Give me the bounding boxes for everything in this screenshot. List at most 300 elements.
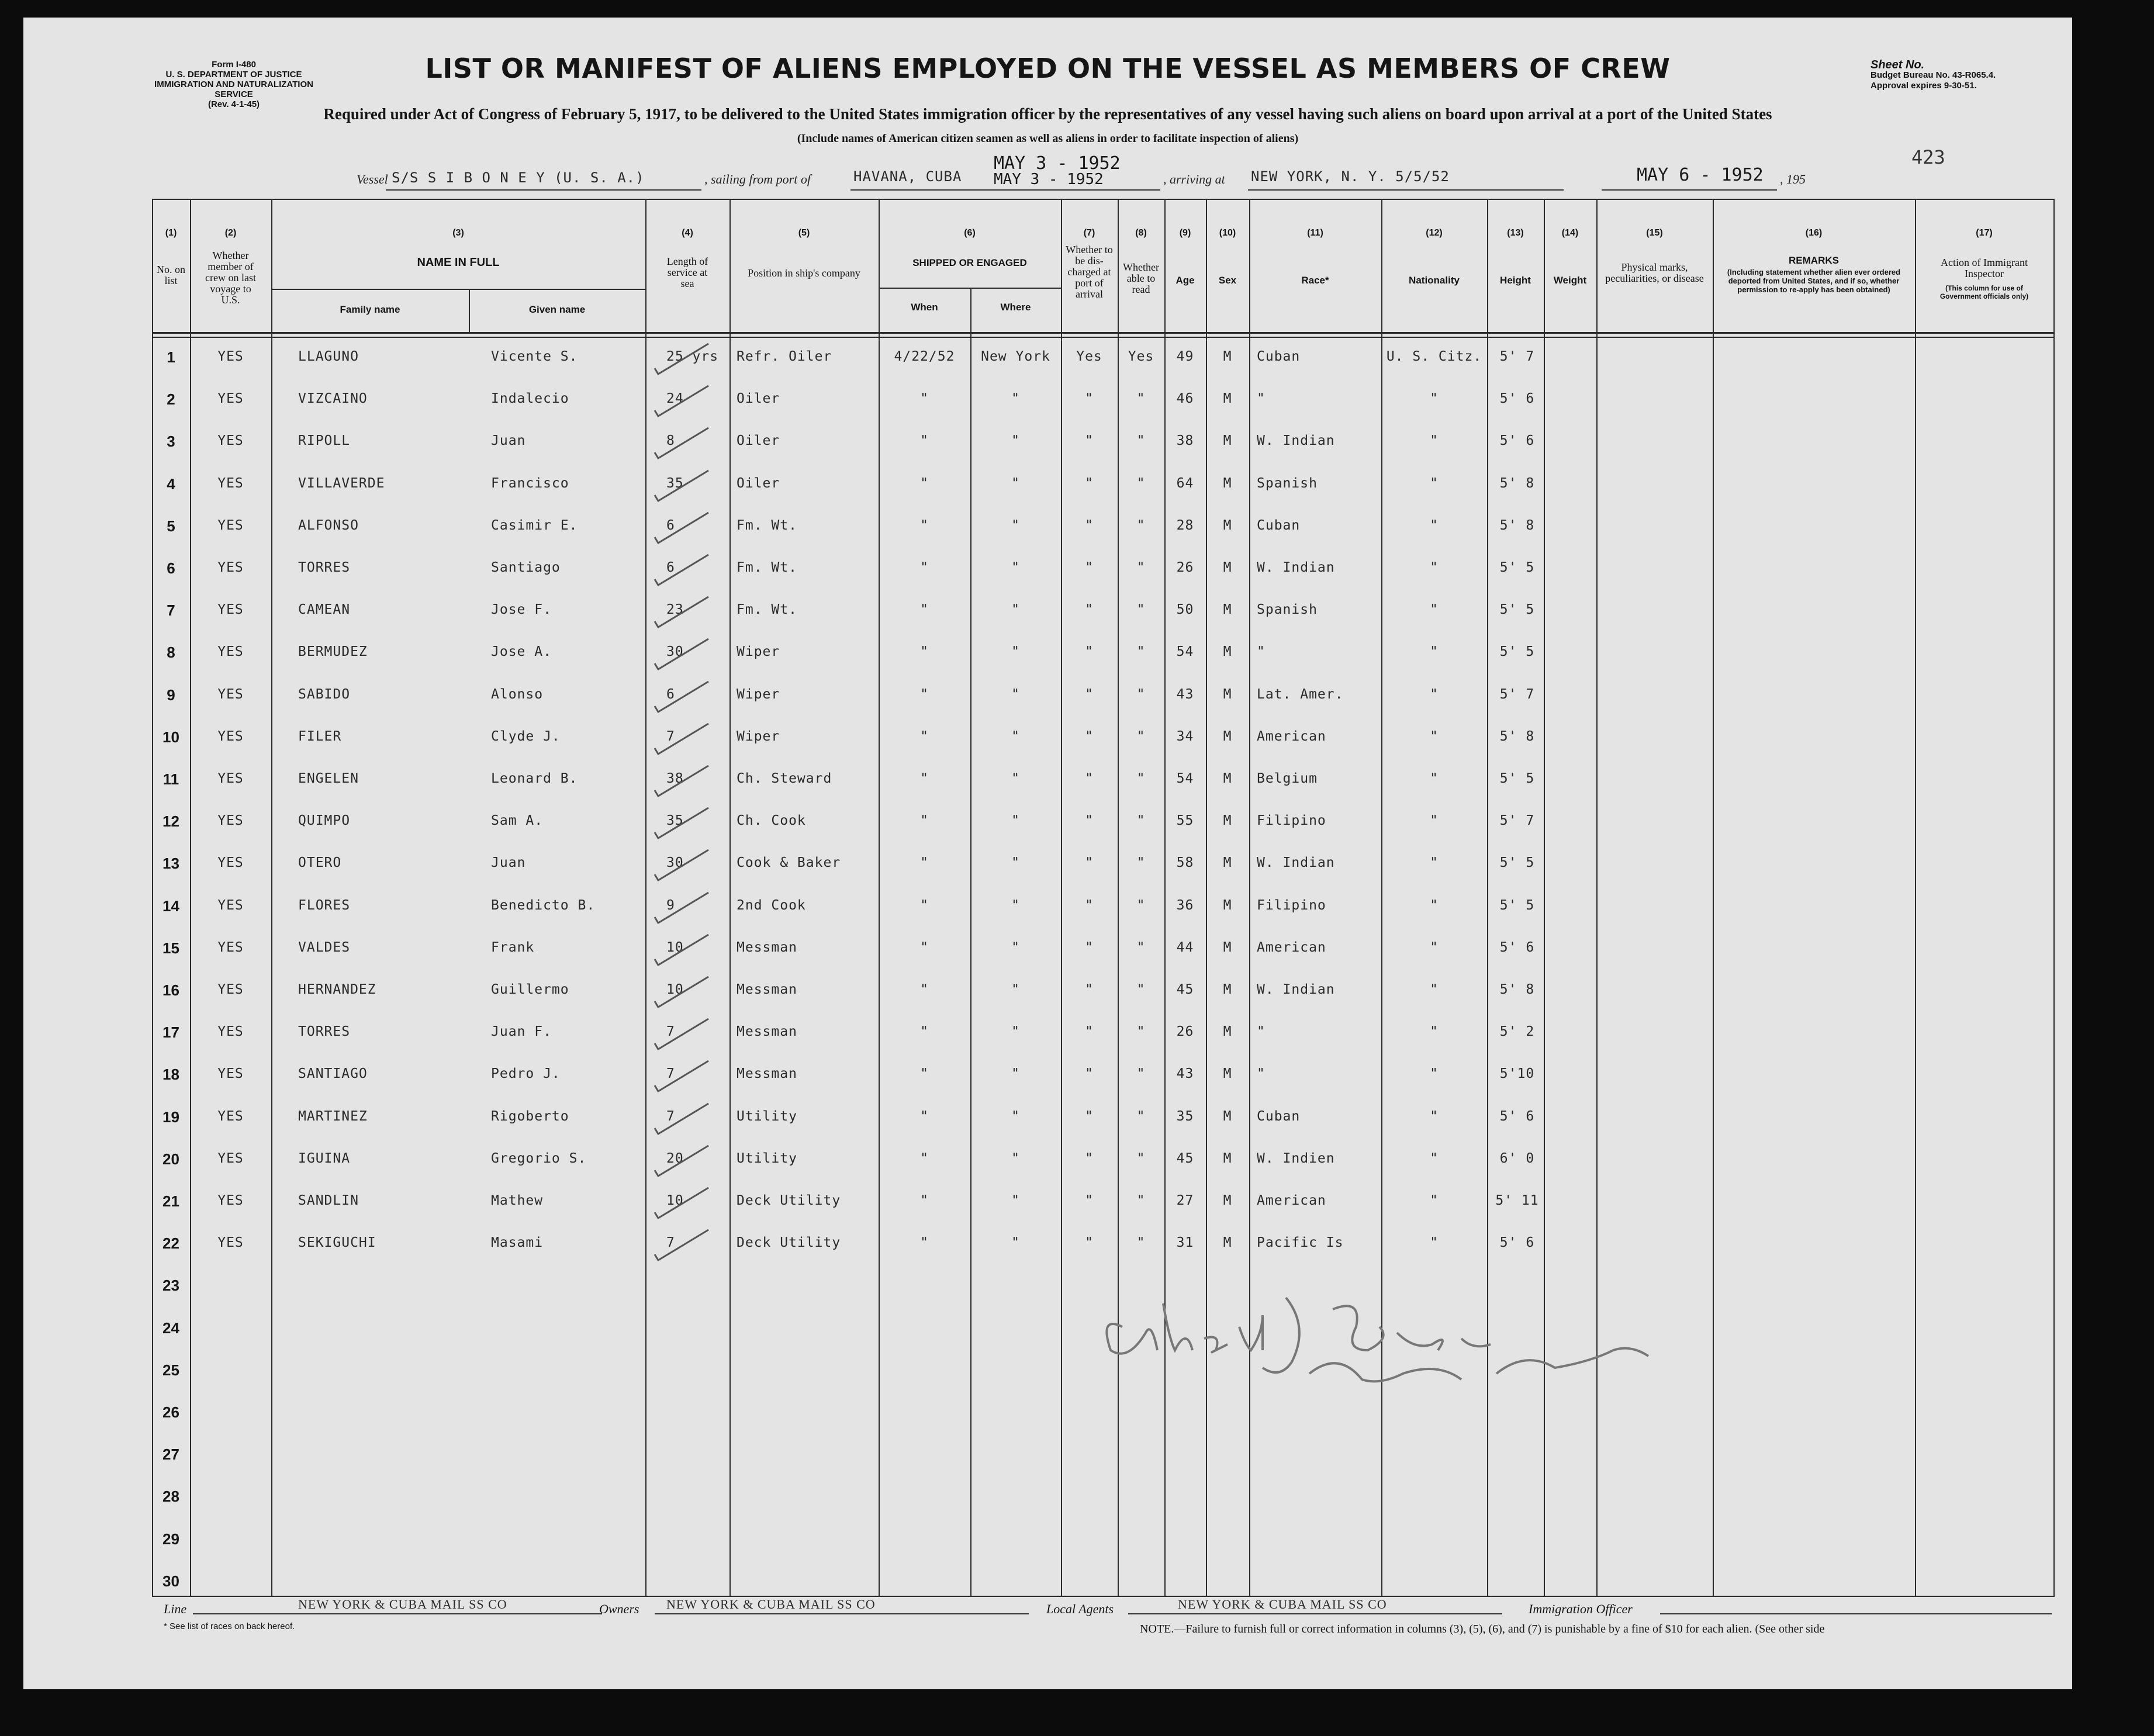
- col-num: (17): [1976, 228, 1993, 238]
- given-name-cell: Pedro J.: [491, 1066, 561, 1082]
- race-cell: Spanish: [1257, 602, 1318, 618]
- read-cell: ": [1136, 602, 1146, 618]
- race-cell: Spanish: [1257, 475, 1318, 491]
- age-cell: 35: [1176, 1108, 1194, 1124]
- age-cell: 36: [1176, 897, 1194, 913]
- check-mark: [650, 1141, 714, 1182]
- page-number: 423: [1911, 146, 1945, 168]
- col-num: (8): [1135, 228, 1147, 238]
- position-cell: Oiler: [737, 433, 780, 449]
- agents-value: NEW YORK & CUBA MAIL SS CO: [1178, 1597, 1387, 1611]
- manifest-sheet: [23, 18, 2072, 1689]
- last-voyage-cell: YES: [217, 982, 244, 998]
- race-cell: Filipino: [1257, 897, 1326, 913]
- check-mark: [650, 1183, 714, 1224]
- last-voyage-cell: YES: [217, 560, 244, 576]
- discharged-cell: ": [1085, 813, 1094, 829]
- nationality-cell: ": [1430, 1235, 1439, 1251]
- when-cell: ": [920, 560, 929, 576]
- col-header-no: No. on list: [157, 264, 185, 286]
- family-name-cell: FILER: [298, 728, 342, 744]
- position-cell: Oiler: [737, 475, 780, 491]
- height-cell: 5' 5: [1499, 644, 1535, 660]
- race-cell: American: [1257, 939, 1326, 955]
- sex-cell: M: [1223, 644, 1232, 660]
- height-cell: 5' 6: [1499, 1235, 1535, 1251]
- col-num: (14): [1561, 228, 1579, 238]
- table-row: [152, 970, 2055, 1012]
- discharged-cell: ": [1085, 1193, 1094, 1209]
- last-voyage-cell: YES: [217, 1150, 244, 1166]
- family-name-cell: SEKIGUCHI: [298, 1235, 376, 1251]
- where-cell: ": [1011, 475, 1020, 491]
- document-subtitle-note: (Include names of American citizen seamen as well as aliens in order to facilitate inspection of aliens): [797, 132, 1299, 145]
- when-cell: ": [920, 602, 929, 618]
- family-name-cell: VALDES: [298, 939, 351, 955]
- given-name-cell: Mathew: [491, 1193, 544, 1209]
- sex-cell: M: [1223, 433, 1232, 449]
- row-number: 3: [167, 433, 175, 451]
- row-number: 2: [167, 390, 175, 409]
- row-number: 11: [162, 770, 179, 789]
- check-mark: [650, 803, 714, 844]
- age-cell: 31: [1176, 1235, 1194, 1251]
- inspector-signature: [1087, 1263, 1672, 1403]
- where-cell: ": [1011, 728, 1020, 744]
- row-number: 20: [162, 1150, 179, 1168]
- row-number: 14: [162, 897, 179, 915]
- nationality-cell: ": [1430, 517, 1439, 533]
- discharged-cell: ": [1085, 1235, 1094, 1251]
- family-name-cell: QUIMPO: [298, 813, 351, 829]
- given-name-cell: Juan: [491, 855, 526, 871]
- when-cell: ": [920, 433, 929, 449]
- sex-cell: M: [1223, 560, 1232, 576]
- row-number: 10: [162, 728, 179, 746]
- check-mark: [650, 423, 714, 464]
- year-suffix: , 195: [1780, 172, 1806, 186]
- read-cell: ": [1136, 855, 1146, 871]
- where-cell: ": [1011, 644, 1020, 660]
- nationality-cell: ": [1430, 1193, 1439, 1209]
- service-cell: 10: [666, 939, 684, 955]
- table-row: [152, 1476, 2055, 1518]
- read-cell: ": [1136, 1150, 1146, 1166]
- where-cell: New York: [981, 349, 1050, 365]
- read-cell: ": [1136, 1235, 1146, 1251]
- height-cell: 5' 5: [1499, 771, 1535, 787]
- nationality-cell: ": [1430, 560, 1439, 576]
- given-name-cell: Casimir E.: [491, 517, 578, 533]
- when-cell: 4/22/52: [894, 349, 955, 365]
- table-row: [152, 675, 2055, 717]
- col-num: (4): [682, 228, 693, 238]
- family-name-cell: SANTIAGO: [298, 1066, 368, 1082]
- age-cell: 27: [1176, 1193, 1194, 1209]
- sex-cell: M: [1223, 855, 1232, 871]
- col-num: (6): [964, 228, 976, 238]
- position-cell: Messman: [737, 1066, 797, 1082]
- service-cell: 7: [666, 1024, 675, 1040]
- service-cell: 7: [666, 1235, 675, 1251]
- sheet-number-block: [1871, 60, 1996, 91]
- col-num: (16): [1805, 228, 1823, 238]
- height-cell: 5' 11: [1495, 1193, 1539, 1209]
- read-cell: ": [1136, 728, 1146, 744]
- col-num: (2): [224, 228, 237, 238]
- discharged-cell: Yes: [1076, 349, 1102, 365]
- family-name-cell: ALFONSO: [298, 517, 359, 533]
- table-row: [152, 421, 2055, 463]
- owners-value: NEW YORK & CUBA MAIL SS CO: [666, 1597, 876, 1611]
- col-header-weight: Weight: [1553, 275, 1587, 286]
- col-header-read: Whether able to read: [1123, 261, 1159, 295]
- when-cell: ": [920, 1024, 929, 1040]
- where-cell: ": [1011, 1024, 1020, 1040]
- line-value: NEW YORK & CUBA MAIL SS CO: [298, 1597, 507, 1611]
- line-label: Line: [164, 1602, 187, 1616]
- height-cell: 5' 8: [1499, 728, 1535, 744]
- sailing-port: HAVANA, CUBA: [853, 168, 962, 185]
- read-cell: ": [1136, 897, 1146, 913]
- position-cell: Fm. Wt.: [737, 517, 797, 533]
- race-cell: ": [1257, 1024, 1266, 1040]
- position-cell: Refr. Oiler: [737, 349, 832, 365]
- col-header-position: Position in ship's company: [748, 267, 860, 279]
- check-mark: [650, 677, 714, 718]
- last-voyage-cell: YES: [217, 855, 244, 871]
- where-cell: ": [1011, 855, 1020, 871]
- last-voyage-cell: YES: [217, 813, 244, 829]
- form-rev: (Rev. 4-1-45): [208, 99, 260, 109]
- col-header-when: When: [911, 302, 938, 313]
- height-cell: 5' 5: [1499, 560, 1535, 576]
- row-number: 8: [167, 644, 175, 662]
- sex-cell: M: [1223, 1108, 1232, 1124]
- race-cell: ": [1257, 391, 1266, 407]
- document-subtitle: Required under Act of Congress of February 5, 1917, to be delivered to the United States immigration officer by the representatives of any vessel having such aliens on board upon arrival at a port of the United States: [323, 105, 1772, 123]
- family-name-cell: LLAGUNO: [298, 349, 359, 365]
- table-row: [152, 1097, 2055, 1139]
- age-cell: 64: [1176, 475, 1194, 491]
- arriving-label: , arriving at: [1163, 172, 1225, 186]
- height-cell: 5' 6: [1499, 1108, 1535, 1124]
- age-cell: 43: [1176, 686, 1194, 702]
- discharged-cell: ": [1085, 475, 1094, 491]
- given-name-cell: Santiago: [491, 560, 561, 576]
- height-cell: 5' 7: [1499, 349, 1535, 365]
- col-header-remarks: REMARKS: [1789, 255, 1839, 266]
- where-cell: ": [1011, 1150, 1020, 1166]
- check-mark: [650, 381, 714, 422]
- service-cell: 10: [666, 1193, 684, 1209]
- when-cell: ": [920, 1066, 929, 1082]
- where-cell: ": [1011, 1235, 1020, 1251]
- col-num: (12): [1426, 228, 1443, 238]
- race-cell: W. Indian: [1257, 855, 1335, 871]
- discharged-cell: ": [1085, 982, 1094, 998]
- col-num: (1): [165, 228, 177, 238]
- col-header-discharged: Whether to be dis-charged at port of arrival: [1066, 244, 1113, 300]
- nationality-cell: ": [1430, 433, 1439, 449]
- when-cell: ": [920, 813, 929, 829]
- service-cell: 25 yrs: [666, 349, 719, 365]
- where-cell: ": [1011, 1108, 1020, 1124]
- race-cell: W. Indian: [1257, 433, 1335, 449]
- arrival-port: NEW YORK, N. Y. 5/5/52: [1251, 168, 1450, 185]
- family-name-cell: MARTINEZ: [298, 1108, 368, 1124]
- sex-cell: M: [1223, 771, 1232, 787]
- read-cell: ": [1136, 644, 1146, 660]
- where-cell: ": [1011, 771, 1020, 787]
- sex-cell: M: [1223, 602, 1232, 618]
- last-voyage-cell: YES: [217, 433, 244, 449]
- nationality-cell: ": [1430, 813, 1439, 829]
- when-cell: ": [920, 517, 929, 533]
- sex-cell: M: [1223, 349, 1232, 365]
- age-cell: 45: [1176, 1150, 1194, 1166]
- family-name-cell: IGUINA: [298, 1150, 351, 1166]
- when-cell: ": [920, 1150, 929, 1166]
- row-number: 15: [162, 939, 179, 957]
- table-row: [152, 632, 2055, 674]
- service-cell: 35: [666, 813, 684, 829]
- discharged-cell: ": [1085, 771, 1094, 787]
- height-cell: 5' 8: [1499, 982, 1535, 998]
- row-number: 16: [162, 981, 179, 1000]
- when-cell: ": [920, 771, 929, 787]
- col-header-age: Age: [1175, 275, 1195, 286]
- service-cell: 24: [666, 391, 684, 407]
- read-cell: ": [1136, 1193, 1146, 1209]
- race-cell: American: [1257, 728, 1326, 744]
- sex-cell: M: [1223, 1150, 1232, 1166]
- service-cell: 8: [666, 433, 675, 449]
- sailing-date: MAY 3 - 1952: [994, 171, 1104, 188]
- given-name-cell: Masami: [491, 1235, 544, 1251]
- family-name-cell: VIZCAINO: [298, 391, 368, 407]
- discharged-cell: ": [1085, 1024, 1094, 1040]
- sex-cell: M: [1223, 517, 1232, 533]
- col-header-shipped: SHIPPED OR ENGAGED: [912, 257, 1027, 268]
- last-voyage-cell: YES: [217, 939, 244, 955]
- race-cell: ": [1257, 644, 1266, 660]
- age-cell: 50: [1176, 602, 1194, 618]
- when-cell: ": [920, 855, 929, 871]
- height-cell: 5' 8: [1499, 517, 1535, 533]
- owners-label: Owners: [599, 1602, 639, 1616]
- position-cell: Messman: [737, 939, 797, 955]
- read-cell: ": [1136, 686, 1146, 702]
- received-stamp: MAY 3 - 1952: [994, 153, 1121, 174]
- where-cell: ": [1011, 602, 1020, 618]
- col-header-inspector: Action of Immigrant Inspector: [1941, 257, 2028, 279]
- check-mark: [650, 1014, 714, 1055]
- age-cell: 43: [1176, 1066, 1194, 1082]
- last-voyage-cell: YES: [217, 728, 244, 744]
- form-service: IMMIGRATION AND NATURALIZATION SERVICE: [154, 79, 313, 99]
- age-cell: 38: [1176, 433, 1194, 449]
- nationality-cell: U. S. Citz.: [1386, 349, 1482, 365]
- position-cell: Fm. Wt.: [737, 560, 797, 576]
- age-cell: 44: [1176, 939, 1194, 955]
- family-name-cell: OTERO: [298, 855, 342, 871]
- service-cell: 7: [666, 1108, 675, 1124]
- sex-cell: M: [1223, 1024, 1232, 1040]
- last-voyage-cell: YES: [217, 1108, 244, 1124]
- row-number: 21: [162, 1192, 179, 1211]
- check-mark: [650, 761, 714, 802]
- row-number: 1: [167, 348, 175, 366]
- family-name-cell: SANDLIN: [298, 1193, 359, 1209]
- read-cell: ": [1136, 1024, 1146, 1040]
- last-voyage-cell: YES: [217, 1024, 244, 1040]
- position-cell: Fm. Wt.: [737, 602, 797, 618]
- sex-cell: M: [1223, 728, 1232, 744]
- check-mark: [650, 930, 714, 971]
- position-cell: Oiler: [737, 391, 780, 407]
- check-mark: [650, 508, 714, 549]
- sex-cell: M: [1223, 939, 1232, 955]
- given-name-cell: Gregorio S.: [491, 1150, 587, 1166]
- last-voyage-cell: YES: [217, 391, 244, 407]
- arrival-stamp: MAY 6 - 1952: [1637, 165, 1764, 185]
- height-cell: 5' 5: [1499, 897, 1535, 913]
- discharged-cell: ": [1085, 728, 1094, 744]
- last-voyage-cell: YES: [217, 644, 244, 660]
- race-cell: W. Indian: [1257, 982, 1335, 998]
- nationality-cell: ": [1430, 475, 1439, 491]
- row-number: 24: [162, 1319, 179, 1337]
- discharged-cell: ": [1085, 644, 1094, 660]
- row-number: 5: [167, 517, 175, 535]
- when-cell: ": [920, 644, 929, 660]
- position-cell: Deck Utility: [737, 1193, 841, 1209]
- form-dept: U. S. DEPARTMENT OF JUSTICE: [165, 70, 302, 79]
- family-name-cell: TORRES: [298, 560, 351, 576]
- check-mark: [650, 466, 714, 507]
- given-name-cell: Rigoberto: [491, 1108, 569, 1124]
- officer-label: Immigration Officer: [1529, 1602, 1633, 1616]
- nationality-cell: ": [1430, 1150, 1439, 1166]
- nationality-cell: ": [1430, 939, 1439, 955]
- row-number: 19: [162, 1108, 179, 1126]
- table-row: [152, 843, 2055, 885]
- approval-expiry: Approval expires 9-30-51.: [1871, 81, 1977, 91]
- sex-cell: M: [1223, 1066, 1232, 1082]
- row-number: 26: [162, 1403, 179, 1422]
- col-num: (7): [1083, 228, 1095, 238]
- check-mark: [650, 339, 714, 380]
- check-mark: [650, 550, 714, 591]
- col-num: (10): [1219, 228, 1236, 238]
- service-cell: 23: [666, 602, 684, 618]
- row-number: 18: [162, 1066, 179, 1084]
- height-cell: 5' 5: [1499, 855, 1535, 871]
- discharged-cell: ": [1085, 433, 1094, 449]
- table-row: [152, 1012, 2055, 1054]
- discharged-cell: ": [1085, 391, 1094, 407]
- nationality-cell: ": [1430, 897, 1439, 913]
- sex-cell: M: [1223, 391, 1232, 407]
- table-row: [152, 1434, 2055, 1476]
- last-voyage-cell: YES: [217, 1193, 244, 1209]
- check-mark: [650, 1225, 714, 1266]
- row-number: 30: [162, 1572, 179, 1590]
- races-note: * See list of races on back hereof.: [164, 1621, 295, 1631]
- row-number: 17: [162, 1023, 179, 1042]
- given-name-cell: Indalecio: [491, 391, 569, 407]
- nationality-cell: ": [1430, 728, 1439, 744]
- row-number: 4: [167, 475, 175, 493]
- discharged-cell: ": [1085, 1108, 1094, 1124]
- read-cell: ": [1136, 433, 1146, 449]
- height-cell: 5' 7: [1499, 686, 1535, 702]
- when-cell: ": [920, 686, 929, 702]
- last-voyage-cell: YES: [217, 897, 244, 913]
- sex-cell: M: [1223, 686, 1232, 702]
- race-cell: Lat. Amer.: [1257, 686, 1344, 702]
- when-cell: ": [920, 1235, 929, 1251]
- position-cell: Utility: [737, 1150, 797, 1166]
- read-cell: ": [1136, 475, 1146, 491]
- height-cell: 5' 5: [1499, 602, 1535, 618]
- race-cell: Cuban: [1257, 517, 1301, 533]
- where-cell: ": [1011, 391, 1020, 407]
- given-name-cell: Jose F.: [491, 602, 552, 618]
- col-header-last-voyage: Whether member of crew on last voyage to U.S.: [205, 250, 256, 306]
- service-cell: 6: [666, 517, 675, 533]
- age-cell: 55: [1176, 813, 1194, 829]
- read-cell: ": [1136, 560, 1146, 576]
- nationality-cell: ": [1430, 1024, 1439, 1040]
- col-header-height: Height: [1500, 275, 1531, 286]
- discharged-cell: ": [1085, 560, 1094, 576]
- position-cell: Wiper: [737, 728, 780, 744]
- given-name-cell: Vicente S.: [491, 349, 578, 365]
- table-row: [152, 548, 2055, 590]
- service-cell: 35: [666, 475, 684, 491]
- sex-cell: M: [1223, 1193, 1232, 1209]
- position-cell: Ch. Cook: [737, 813, 806, 829]
- height-cell: 5' 2: [1499, 1024, 1535, 1040]
- sex-cell: M: [1223, 897, 1232, 913]
- family-name-cell: TORRES: [298, 1024, 351, 1040]
- last-voyage-cell: YES: [217, 1235, 244, 1251]
- last-voyage-cell: YES: [217, 517, 244, 533]
- sex-cell: M: [1223, 982, 1232, 998]
- given-name-cell: Jose A.: [491, 644, 552, 660]
- col-num: (13): [1507, 228, 1524, 238]
- age-cell: 54: [1176, 644, 1194, 660]
- age-cell: 54: [1176, 771, 1194, 787]
- table-row: [152, 1223, 2055, 1265]
- given-name-cell: Frank: [491, 939, 535, 955]
- race-cell: Pacific Is: [1257, 1235, 1344, 1251]
- last-voyage-cell: YES: [217, 686, 244, 702]
- height-cell: 5' 8: [1499, 475, 1535, 491]
- col-header-where: Where: [1000, 302, 1031, 313]
- col-num: (11): [1307, 228, 1323, 238]
- family-name-cell: HERNANDEZ: [298, 982, 376, 998]
- height-cell: 5' 6: [1499, 391, 1535, 407]
- row-number: 29: [162, 1530, 179, 1548]
- discharged-cell: ": [1085, 686, 1094, 702]
- when-cell: ": [920, 391, 929, 407]
- table-row: [152, 1139, 2055, 1181]
- position-cell: Ch. Steward: [737, 771, 832, 787]
- service-cell: 6: [666, 560, 675, 576]
